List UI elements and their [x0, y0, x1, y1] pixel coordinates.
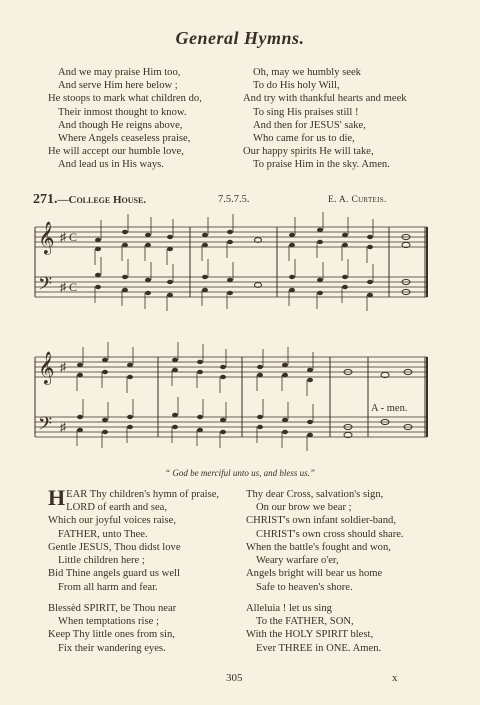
verse-line: LORD of earth and sea, [66, 502, 168, 514]
verse-line: Bid Thine angels guard us well [48, 568, 180, 580]
hymn-number: 271. [33, 192, 58, 207]
verse-line: On our brow we bear ; [256, 502, 352, 514]
verse-line: To sing His praises still ! [253, 106, 359, 118]
verse-line: From all harm and fear. [58, 581, 158, 593]
verse-line: He will accept our humble love, [48, 146, 184, 158]
verse-6 [246, 602, 381, 655]
amen-lyric: A - men. [371, 403, 408, 414]
verse-2 [48, 541, 181, 594]
verse-line: When temptations rise ; [58, 616, 159, 628]
verse-4 [246, 488, 404, 541]
verse-line: To praise Him in the sky. Amen. [253, 159, 390, 171]
verse-line: Blessèd SPIRIT, be Thou near [48, 603, 177, 614]
verse-line: And lead us in His ways. [58, 159, 164, 171]
verse-line: Who came for us to die, [253, 133, 355, 145]
system-2-barlines [35, 357, 427, 437]
music-score [30, 205, 435, 460]
verse-line: Safe to heaven's shore. [256, 581, 353, 593]
hymn-meter: 7.5.7.5. [218, 194, 250, 205]
treble-clef-icon: 𝄞 [38, 223, 55, 254]
verse-line: With the HOLY SPIRIT blest, [246, 629, 374, 641]
verse-line: Keep Thy little ones from sin, [48, 629, 175, 641]
verse-line: Alleluia ! let us sing [246, 603, 332, 614]
verse-line: Fix their wandering eyes. [58, 642, 166, 654]
tune-name: —College House. [57, 194, 147, 206]
verse-line: And though He reigns above, [58, 119, 183, 131]
system-2-stems [77, 342, 313, 451]
verse-line: FATHER, unto Thee. [58, 528, 148, 540]
verse-line: Oh, may we humbly seek [253, 67, 361, 78]
verse-line: To the FATHER, SON, [256, 616, 354, 628]
verse-line: Gentle JESUS, Thou didst love [48, 542, 181, 553]
system-2-notes [77, 358, 412, 438]
verse-line: Which our joyful voices raise, [48, 515, 176, 527]
bass-clef-icon: 𝄢 [38, 273, 53, 298]
verse-line: And try with thankful hearts and meek [243, 93, 407, 105]
signature-mark: x [392, 672, 398, 684]
verse-line: Thy dear Cross, salvation's sign, [246, 489, 384, 500]
verse-5 [246, 541, 391, 594]
verse-line: And serve Him here below ; [58, 80, 178, 92]
verse-line: To do His holy Will, [253, 80, 340, 92]
top-left-verses [48, 66, 202, 172]
verse-line: Angels bright will bear us home [246, 568, 383, 580]
page-number: 305 [226, 672, 243, 684]
verse-line: And we may praise Him too, [58, 67, 181, 78]
drop-cap: H [48, 485, 66, 510]
verse-3 [48, 602, 176, 655]
hymn-caption: “ God be merciful unto us, and bless us.” [165, 468, 315, 478]
svg-text:♯: ♯ [60, 360, 66, 374]
verse-line: Weary warfare o'er, [256, 555, 339, 567]
page-header: General Hymns. [175, 28, 305, 48]
verse-1 [48, 485, 238, 541]
verse-line: Ever THREE in ONE. Amen. [256, 642, 382, 654]
verse-line: When the battle's fought and won, [246, 542, 391, 553]
svg-text:♯ C: ♯ C [60, 230, 78, 244]
verse-line: Where Angels ceaseless praise, [58, 133, 191, 145]
top-right-verses [243, 66, 407, 172]
treble-clef-icon: 𝄞 [38, 353, 55, 384]
bass-clef-icon: 𝄢 [38, 413, 53, 438]
verse-line: And then for JESUS' sake, [253, 119, 366, 131]
verse-line: EAR Thy children's hymn of praise, [66, 489, 220, 500]
verse-line: Little children here ; [58, 555, 145, 567]
hymn-author: E. A. Curteis. [328, 195, 387, 205]
svg-text:♯ C: ♯ C [60, 280, 78, 294]
svg-text:♯: ♯ [60, 420, 66, 434]
verse-line: Our happy spirits He will take, [243, 146, 374, 158]
verse-line: Their inmost thought to know. [58, 106, 187, 118]
verse-line: He stoops to mark what children do, [48, 93, 202, 105]
verse-line: CHRIST's own cross should share. [256, 528, 404, 540]
verse-line: CHRIST's own infant soldier-band, [246, 515, 396, 527]
